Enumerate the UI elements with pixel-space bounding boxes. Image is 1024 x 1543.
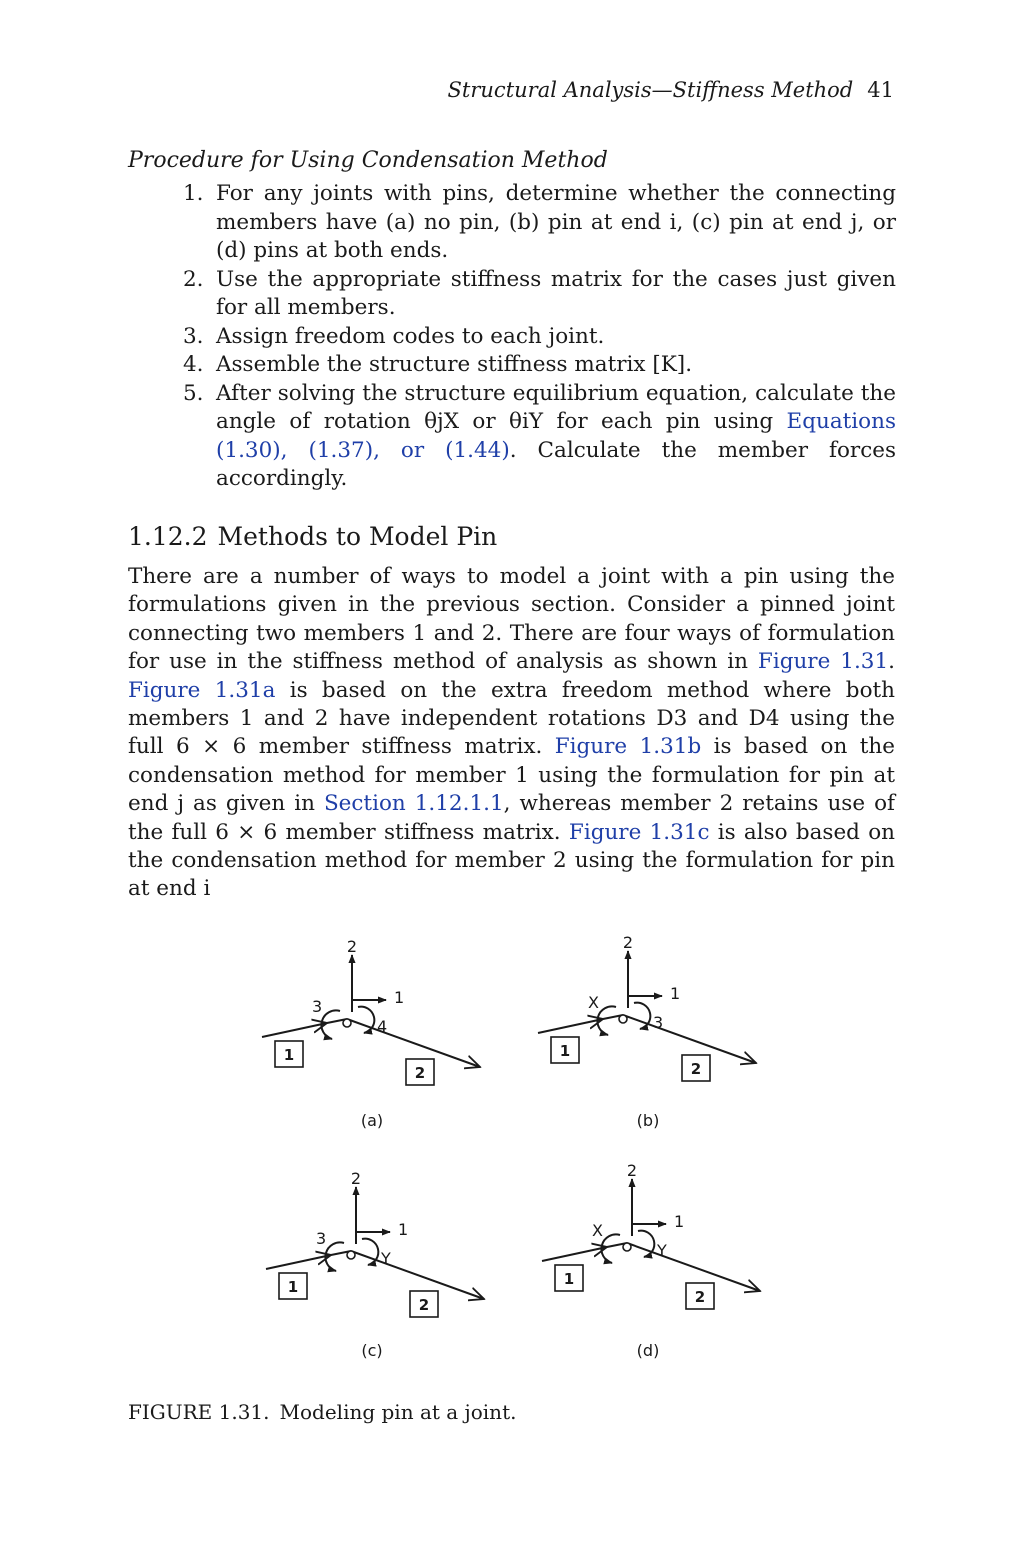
paragraph-text: , whereas member 2 retains use of the full 6 × 6 member stiffness matrix.	[128, 791, 895, 845]
axis-y-label: 2	[626, 1161, 638, 1180]
rotation-left-label: 3	[312, 997, 323, 1016]
rotation-left-arrow	[597, 1006, 616, 1035]
rotation-right-arrow	[362, 1239, 378, 1265]
rotation-left-label: 3	[316, 1229, 327, 1248]
step-number: 5.	[183, 380, 204, 406]
member-1-label: 1	[559, 1042, 571, 1060]
member-2-label: 2	[418, 1296, 430, 1314]
rotation-right-label: Y	[381, 1249, 391, 1268]
rotation-left-arrow	[601, 1234, 620, 1263]
running-head	[128, 78, 894, 102]
figure-b-link[interactable]: Figure 1.31b	[554, 734, 702, 760]
procedure-heading: Procedure for Using Condensation Method	[128, 148, 608, 173]
paragraph-text: is based on the extra freedom method where both members 1 and 2 have independent rotations D3 and D4 using the full 6 × 6 member stiffness matrix.	[128, 677, 895, 760]
member-1-label: 1	[287, 1278, 299, 1296]
caption-text: Modeling pin at a joint.	[279, 1400, 517, 1424]
pin-circle	[347, 1251, 355, 1259]
procedure-step	[183, 180, 896, 266]
running-head-title: Structural Analysis—Stiffness Method	[447, 78, 854, 102]
figure-1-31	[240, 920, 780, 1380]
rotation-right-arrow	[358, 1007, 374, 1033]
panel-label: (d)	[636, 1341, 660, 1360]
member-1-label: 1	[283, 1046, 295, 1064]
panel-label: (a)	[360, 1111, 384, 1130]
step-number: 4.	[183, 352, 204, 377]
figure-a-link[interactable]: Figure 1.31a	[128, 677, 276, 703]
member-1-line	[542, 1247, 607, 1261]
section-link[interactable]: Section 1.12.1.1	[323, 791, 504, 817]
procedure-step	[183, 380, 896, 494]
step-text: Use the appropriate stiffness matrix for the cases just given for all members.	[216, 266, 896, 320]
axis-y-label: 2	[350, 1169, 362, 1188]
pin-circle	[343, 1019, 351, 1027]
panel-d	[542, 1161, 760, 1360]
figure-caption	[128, 1400, 516, 1424]
member-2-label: 2	[690, 1060, 702, 1078]
step-text: For any joints with pins, determine whether the connecting members have (a) no pin, (b) pin at end i, (c) pin at end j, or (d) pins at both ends.	[216, 181, 896, 263]
rotation-right-label: Y	[657, 1241, 667, 1260]
body-paragraph	[128, 563, 895, 904]
rotation-right-label: 4	[377, 1017, 388, 1036]
procedure-step	[183, 323, 896, 352]
member-2-label: 2	[414, 1064, 426, 1082]
rotation-left-arrow	[325, 1242, 344, 1271]
rotation-right-label: 3	[653, 1013, 664, 1032]
member-1-label: 1	[563, 1270, 575, 1288]
member-1-line	[262, 1023, 327, 1037]
step-number: 2.	[183, 266, 204, 292]
section-number: 1.12.2	[128, 522, 208, 551]
paragraph-text: is based on the condensation method for member 1 using the formulation for pin at end j as given in	[128, 734, 895, 817]
page-number: 41	[867, 78, 894, 102]
paragraph-text: There are a number of ways to model a joint with a pin using the formulations given in the previous section. Consider a pinned joint connecting two members 1 and 2. There are four ways of formulation for use in the stiffness method of analysis as shown in	[128, 564, 895, 675]
rotation-left-label: X	[588, 993, 599, 1012]
procedure-step	[183, 351, 896, 380]
axis-x-label: 1	[670, 984, 681, 1003]
rotation-left-arrow	[321, 1010, 340, 1039]
rotation-right-arrow	[638, 1231, 654, 1257]
axis-x-label: 1	[394, 988, 405, 1007]
step-text: Assign freedom codes to each joint.	[216, 323, 605, 349]
step-number: 3.	[183, 323, 204, 349]
procedure-step	[183, 266, 896, 323]
section-title: Methods to Model Pin	[217, 522, 498, 551]
panel-label: (c)	[361, 1341, 383, 1360]
pin-circle	[623, 1243, 631, 1251]
step-text: After solving the structure equilibrium equation, calculate the angle of rotation θjX or θiY for each pin using	[216, 380, 896, 434]
pin-circle	[619, 1015, 627, 1023]
axis-y-label: 2	[346, 937, 358, 956]
rotation-right-arrow	[634, 1003, 650, 1029]
rotation-left-label: X	[592, 1221, 603, 1240]
axis-y-label: 2	[622, 933, 634, 952]
caption-label: FIGURE 1.31.	[128, 1400, 270, 1424]
member-1-line	[266, 1255, 331, 1269]
procedure-steps	[183, 180, 896, 494]
figure-link[interactable]: Figure 1.31	[757, 649, 889, 675]
section-heading	[128, 522, 497, 551]
figure-drawing	[240, 920, 780, 1380]
axis-x-label: 1	[674, 1212, 685, 1231]
figure-c-link[interactable]: Figure 1.31c	[568, 819, 710, 845]
panel-label: (b)	[636, 1111, 660, 1130]
paragraph-text: is also based on the condensation method for member 2 using the formulation for pin at end i	[128, 819, 895, 902]
equations-link[interactable]: Equations (1.30), (1.37), or (1.44)	[216, 409, 896, 463]
step-text: . Calculate the member forces accordingly.	[216, 437, 896, 491]
step-text: Assemble the structure stiffness matrix [K].	[216, 352, 693, 377]
panel-b	[538, 933, 756, 1130]
member-2-label: 2	[694, 1288, 706, 1306]
step-number: 1.	[183, 181, 204, 206]
axis-x-label: 1	[398, 1220, 409, 1239]
paragraph-text: .	[888, 649, 895, 675]
member-1-line	[538, 1019, 603, 1033]
panel-c	[266, 1169, 484, 1360]
panel-a	[262, 937, 480, 1130]
